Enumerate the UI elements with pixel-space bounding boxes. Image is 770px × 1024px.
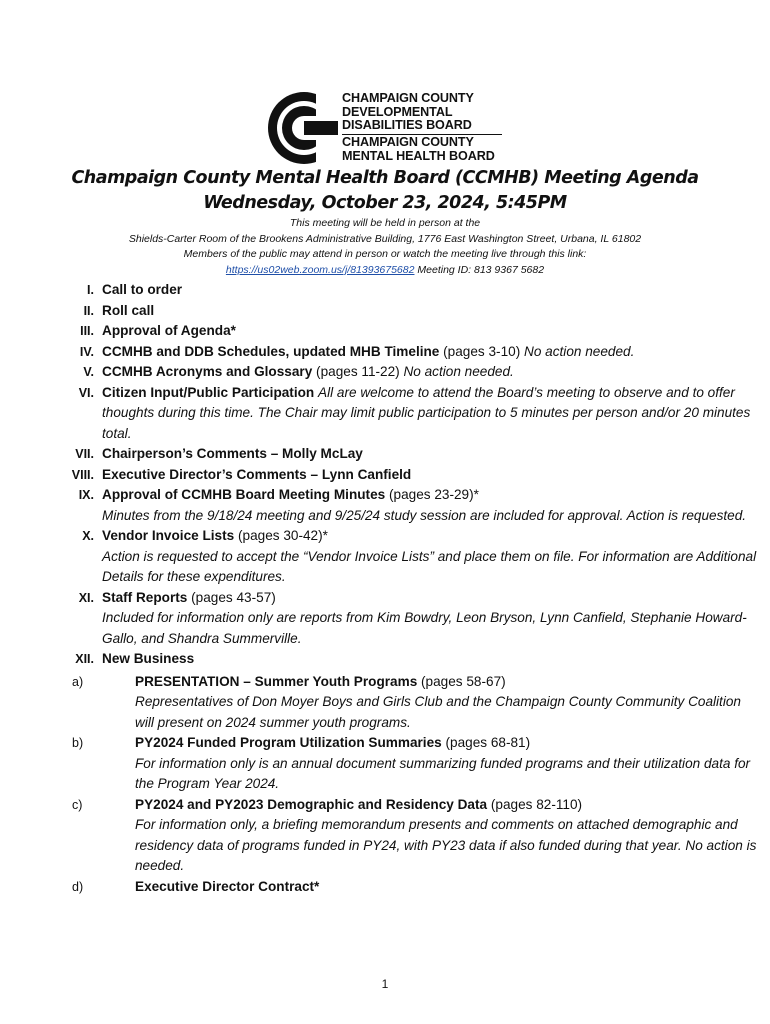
item-number: VIII. [71, 467, 94, 482]
item-number: II. [83, 303, 94, 318]
sub-item-pages: (pages 68-81) [445, 735, 531, 750]
sub-item [60, 795, 760, 877]
item-title: Chairperson’s Comments – Molly McLay [102, 446, 363, 461]
logo-line: MENTAL HEALTH BOARD [342, 148, 495, 163]
item-number: V. [83, 365, 94, 379]
item-number: X. [82, 529, 94, 543]
agenda-list [60, 280, 760, 897]
agenda-item [60, 280, 760, 301]
meeting-id: Meeting ID: 813 9367 5682 [417, 263, 545, 276]
agenda-item [60, 588, 760, 650]
sub-item-pages: (pages 82-110) [490, 796, 583, 812]
item-title: Roll call [102, 302, 155, 318]
agenda-item [60, 526, 760, 588]
page-title: Champaign County Mental Health Board (CCMHB) Meeting Agenda [71, 168, 699, 188]
sub-item-pages: (pages 58-67) [421, 673, 506, 689]
item-pages: (pages 23-29)* [389, 487, 479, 502]
sub-item-letter: a) [72, 674, 84, 689]
item-description: Included for information only are reports from Kim Bowdry, Leon Bryson, Lynn Canfield, Stephanie Howard-Gallo, and Shandra Summerville. [102, 610, 747, 646]
sub-item-title: PY2024 and PY2023 Demographic and Residency Data [135, 796, 488, 812]
item-pages: (pages 3-10) [443, 343, 521, 359]
item-description: Minutes from the 9/18/24 meeting and 9/25/24 study session are included for approval. Action is requested. [102, 507, 747, 523]
item-title: Citizen Input/Public Participation [102, 384, 315, 400]
meeting-location: Shields-Carter Room of the Brookens Administrative Building, 1776 East Washington Street, Urbana, IL 61802 [128, 232, 642, 245]
item-pages: (pages 11-22) [316, 364, 400, 379]
sub-item-letter: d) [72, 879, 84, 894]
sub-item-letter: c) [72, 797, 83, 812]
page-number: 1 [381, 977, 389, 991]
item-note: No action needed. [524, 343, 635, 359]
zoom-link[interactable]: https://us02web.zoom.us/j/81393675682 [225, 263, 415, 276]
agenda-item [60, 362, 760, 383]
item-number: IX. [78, 488, 94, 502]
meeting-info-line: Members of the public may attend in person or watch the meeting live through this link: [183, 248, 587, 261]
item-title: Call to order [102, 282, 183, 297]
agenda-item [60, 301, 760, 322]
logo-text-block [342, 92, 506, 163]
item-number: IV. [79, 344, 94, 359]
agenda-item [60, 485, 760, 526]
agenda-item [60, 383, 760, 445]
agenda-item [60, 465, 760, 486]
sub-item-description: For information only, a briefing memorandum presents and comments on attached demographic and residency data of programs funded in PY24, with PY23 data if also funded during that year. No action is needed. [135, 817, 757, 873]
agenda-item [60, 444, 760, 465]
agenda-item [60, 321, 760, 342]
sub-item-description: Representatives of Don Moyer Boys and Girls Club and the Champaign County Community Coalition will present on 2024 summer youth programs. [135, 694, 741, 730]
item-title: Approval of Agenda* [102, 323, 236, 338]
cc-logo-icon [266, 90, 338, 166]
item-title: CCMHB and DDB Schedules, updated MHB Timeline [102, 343, 440, 359]
sub-item-title: Executive Director Contract* [135, 878, 320, 894]
item-number: XII. [75, 652, 94, 666]
logo-line: DEVELOPMENTAL [342, 104, 453, 119]
item-number: I. [87, 283, 94, 297]
sub-item [60, 877, 760, 898]
item-title: Approval of CCMHB Board Meeting Minutes [102, 487, 386, 502]
item-title: Staff Reports [102, 589, 188, 605]
item-note: All are welcome to attend the Board’s meeting to observe and to offer thoughts during this time. The Chair may limit public participation to 5 minutes per person and/or 20 minutes total. [102, 384, 751, 441]
sub-item-title: PRESENTATION – Summer Youth Programs [135, 673, 418, 689]
meeting-date: Wednesday, October 23, 2024, 5:45PM [203, 193, 567, 213]
logo-line: CHAMPAIGN COUNTY [342, 91, 474, 105]
sub-item [60, 672, 760, 734]
ccdd-ccmhb-logo [266, 90, 506, 166]
zoom-line [0, 263, 770, 279]
agenda-item [60, 342, 760, 363]
item-pages: (pages 43-57) [191, 589, 276, 605]
item-pages: (pages 30-42)* [237, 528, 328, 543]
item-title: CCMHB Acronyms and Glossary [102, 364, 313, 379]
sub-item-description: For information only is an annual document summarizing funded programs and their utilization data for the Program Year 2024. [135, 755, 751, 791]
sub-item-letter: b) [72, 736, 84, 750]
item-number: XI. [78, 590, 94, 605]
item-note: No action needed. [403, 364, 514, 379]
item-number: III. [80, 324, 94, 338]
item-number: VII. [75, 447, 94, 461]
logo-line: CHAMPAIGN COUNTY [342, 135, 474, 149]
item-title: Executive Director’s Comments – Lynn Canfield [102, 466, 412, 482]
item-title: New Business [102, 651, 195, 666]
sub-item [60, 733, 760, 795]
agenda-item [60, 649, 760, 670]
item-title: Vendor Invoice Lists [102, 528, 235, 543]
item-description: Action is requested to accept the “Vendor Invoice Lists” and place them on file. For information are Additional Details for these expenditures. [102, 548, 757, 584]
logo-line: DISABILITIES BOARD [342, 118, 472, 132]
item-number: VI. [78, 385, 94, 400]
meeting-info [0, 216, 770, 278]
sub-item-title: PY2024 Funded Program Utilization Summaries [135, 735, 442, 750]
meeting-info-line: This meeting will be held in person at the [289, 217, 481, 229]
